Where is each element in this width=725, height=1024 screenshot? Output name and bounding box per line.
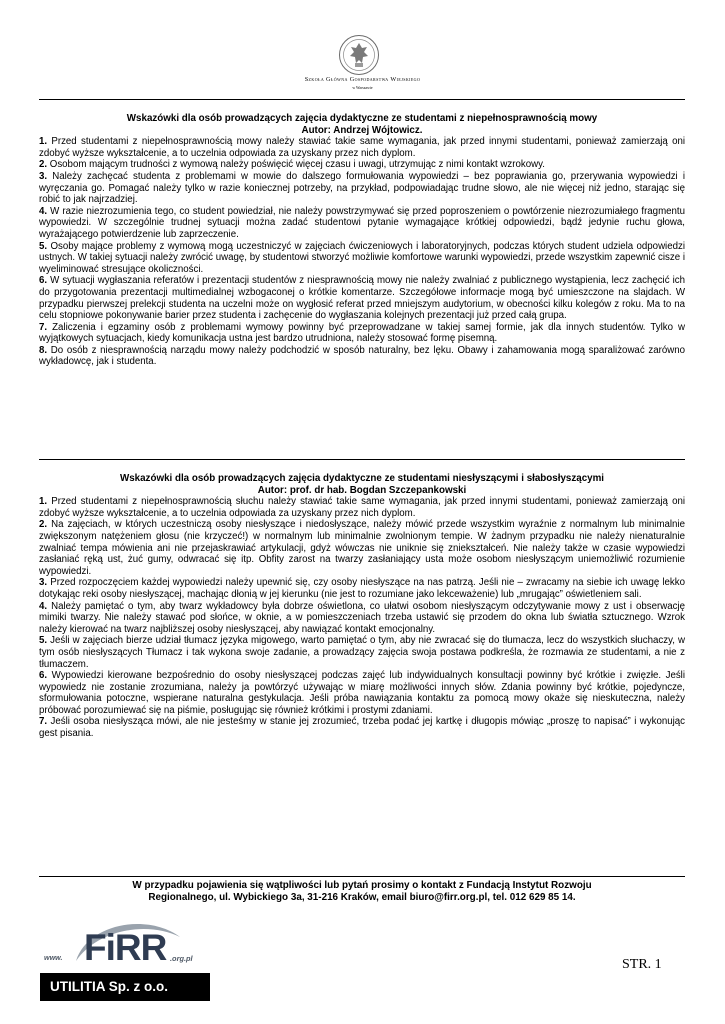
firr-wordmark: FiRR xyxy=(84,927,167,968)
item-number: 3. xyxy=(39,170,48,182)
section-author: Autor: Andrzej Wójtowicz. xyxy=(301,124,423,136)
list-item xyxy=(39,519,685,577)
list-item xyxy=(39,206,685,241)
item-text: Przed studentami z niepełnosprawnością mowy należy stawiać takie same wymagania, jak przed innymi studentami, ponieważ zamierzają oni zdobyć wyższe wykształcenie, a to uczelnia odpowiada za uzyskany przez nich dyplom. xyxy=(39,136,685,159)
item-number: 2. xyxy=(39,159,48,171)
page-number: STR. 1 xyxy=(622,957,662,972)
item-number: 3. xyxy=(39,577,48,589)
section-author: Autor: prof. dr hab. Bogdan Szczepankowski xyxy=(257,484,467,496)
header-divider xyxy=(39,99,685,100)
university-city: w Warszawie xyxy=(352,86,373,90)
list-item xyxy=(39,159,685,171)
item-text: Jeśli w zajęciach bierze udział tłumacz języka migowego, warto pamiętać o tym, aby nie zwracać się do tłumacza, lecz do wszystkich słuchaczy, w tym osób niesłyszących Tłumacz i tak wykona swoje zadanie, a prowadzący zajęcia swoja postawa podkreśla, że rozmawia ze studentami, a nie z tłumaczem. xyxy=(39,635,685,670)
sponsor-logos xyxy=(38,915,238,1005)
item-number: 6. xyxy=(39,275,48,287)
item-text: Zaliczenia i egzaminy osób z problemami wymowy powinny być przeprowadzane w takiej samej formie, jak dla innych studentów. Tylko w wyjątkowych sytuacjach, kiedy komunikacja ustna jest bardzo utrudniona, należy stosować formę pisemną. xyxy=(39,321,685,345)
list-item xyxy=(39,601,685,636)
footer-divider xyxy=(39,876,685,877)
list-item xyxy=(39,241,685,276)
guideline-list xyxy=(39,496,685,739)
item-number: 1. xyxy=(39,496,48,508)
list-item xyxy=(39,136,685,159)
guideline-list xyxy=(39,136,685,368)
item-text: Osobom mającym trudności z wymową należy poświęcić więcej czasu i uwagi, utrzymując z nimi kontakt wzrokowy. xyxy=(47,159,545,171)
item-number: 2. xyxy=(39,519,48,531)
list-item xyxy=(39,670,685,716)
hearing-disability-section xyxy=(39,473,685,740)
item-number: 4. xyxy=(39,205,48,217)
section-title: Wskazówki dla osób prowadzących zajęcia dydaktyczne ze studentami z niepełnosprawnością mowy xyxy=(126,113,598,124)
list-item xyxy=(39,171,685,206)
list-item xyxy=(39,345,685,368)
page-header xyxy=(0,0,725,100)
list-item xyxy=(39,635,685,670)
item-text: W razie niezrozumienia tego, co student powiedział, nie należy powstrzymywać się przed poproszeniem o powtórzenie niezrozumiałego fragmentu wypowiedzi. W szczególnie trudnej sytuacji można zadać studentowi pytanie wymagające krótkiej odpowiedzi, bądź jedynie ruchu głowa, wyrażającego potwierdzenie lub zaprzeczenie. xyxy=(39,205,685,240)
item-number: 1. xyxy=(39,136,48,148)
firr-domain: .org.pl xyxy=(170,954,193,963)
utilitia-logo: UTILITIA Sp. z o.o. xyxy=(40,973,210,1001)
item-text: W sytuacji wygłaszania referatów i prezentacji studentów z niesprawnością mowy nie należy zwalniać z publicznego wystąpienia, lecz zachęcić ich do przygotowania prezentacji multimedialnej wzbogaconej o krótkie komentarze. Szczegółowe informacje mogą być umieszczone na slajdach. W przypadku pierwszej prelekcji studenta na uczelni może on wygłosić referat przed mniejszym audytorium, w obecności kilku kolegów z roku. Ma to na celu stopniowe pokonywanie barier przez studenta i zachęcenie do wygłaszania kolejnych prezentacji już przed całą grupa. xyxy=(39,275,685,322)
list-item xyxy=(39,322,685,345)
list-item xyxy=(39,275,685,321)
contact-info xyxy=(39,880,685,904)
list-item xyxy=(39,577,685,600)
item-number: 4. xyxy=(39,600,48,612)
contact-line: Regionalnego, ul. Wybickiego 3a, 31-216 Kraków, email biuro@firr.org.pl, tel. 012 629 85 14. xyxy=(148,892,576,903)
item-text: Osoby mające problemy z wymową mogą uczestniczyć w zajęciach ćwiczeniowych i laboratoryjnych, podczas których student udziela odpowiedzi ustnych. W takiej sytuacji należy zwrócić uwagę, by studentowi stworzyć możliwie komfortowe warunki wypowiedzi, przede wszystkim zapewnić cisze i wyeliminować stresujące okoliczności. xyxy=(39,240,685,275)
item-text: Jeśli osoba niesłysząca mówi, ale nie jesteśmy w stanie jej zrozumieć, trzeba podać jej kartkę i długopis mówiąc „proszę to napisać” i wykonując gest pisania. xyxy=(39,716,685,740)
university-crest-icon xyxy=(338,34,380,76)
contact-line: W przypadku pojawienia się wątpliwości lub pytań prosimy o kontakt z Fundacją Instytut Rozwoju xyxy=(132,880,592,891)
item-text: Przed rozpoczęciem każdej wypowiedzi należy upewnić się, czy osoby niesłyszące na nas patrzą. Jeśli nie – zwracamy na siebie ich uwagę lekko dotykając reki osoby niesłyszącej, machając dłonią w jej kierunku (nie jest to rozumiane jako lekceważenie) lub „mrugając” oświetleniem sali. xyxy=(39,577,685,600)
firr-logo xyxy=(38,915,213,975)
item-text: Należy pamiętać o tym, aby twarz wykładowcy była dobrze oświetlona, co ułatwi osobom niesłyszącym odczytywanie mowy z ust i obserwację mimiki twarzy. Nie należy stawać pod słońce, w oknie, a w pomieszczeniach trzeba ustawić się przodem do okna lub światła sztucznego. Wzrok należy kierować na twarz najbliższej osoby niesłyszącej, aby nawiązać kontakt emocjonalny. xyxy=(39,600,685,635)
university-name: Szkoła Główna Gospodarstwa Wiejskiego xyxy=(304,76,421,83)
section-divider xyxy=(39,459,685,460)
item-number: 7. xyxy=(39,321,48,333)
list-item xyxy=(39,716,685,739)
item-text: Do osób z niesprawnością narządu mowy należy podchodzić w sposób naturalny, bez lęku. Obawy i zahamowania mogą sparaliżować zarówno wykładowcę, jak i studenta. xyxy=(39,344,685,368)
item-text: Na zajęciach, w których uczestniczą osoby niesłyszące i niedosłyszące, należy mówić przede wszystkim wyraźnie z normalnym lub minimalnie zwiększonym natężeniem głosu (nie krzyczeć!) w normalnym lub minimalnie zwolnionym tempie. W żadnym przypadku nie należy nienaturalnie zwalniać tempa mówienia ani nie przejaskrawiać artykulacji, gdyż wówczas nie uniknie się zniekształceń. Nie należy także w czasie wypowiedzi zasłaniać ręką ust, żuć gumy, odwracać się itp. Obfity zarost na twarzy zasłaniający usta może osobom niesłyszącym uniemożliwić rozumienie wypowiedzi. xyxy=(39,519,685,577)
item-text: Wypowiedzi kierowane bezpośrednio do osoby niesłyszącej podczas zajęć lub indywidualnych konsultacji powinny być krótkie i zwięzłe. Jeśli wypowiedz nie zostanie zrozumiana, należy ja powtórzyć używając w miarę możliwości innych słów. Zdania powinny być krótkie, pojedyncze, sformułowania potoczne, wspierane naturalna gestykulacja. Jeśli próba nawiązania kontaktu za pomocą mowy okaże się nieskuteczna, należy próbować porozumiewać się na piśmie, posługując się również krótkimi i prostymi zdaniami. xyxy=(39,670,685,716)
item-number: 6. xyxy=(39,670,48,682)
item-text: Należy zachęcać studenta z problemami w mowie do dalszego formułowania wypowiedzi – bez poprawiania go, przerywania wypowiedzi i wyręczania go. Pomagać należy tylko w razie koniecznej potrzeby, na przykład, podpowiadając trudne słowo, ale nie więcej niż jedno, starając się robić to jak najrzadziej. xyxy=(39,170,685,206)
item-number: 5. xyxy=(39,635,48,647)
item-number: 5. xyxy=(39,240,48,252)
section-title: Wskazówki dla osób prowadzących zajęcia dydaktyczne ze studentami niesłyszącymi i słabosłyszącymi xyxy=(119,473,605,484)
firr-www: www. xyxy=(44,953,63,962)
item-number: 7. xyxy=(39,716,48,728)
item-text: Przed studentami z niepełnosprawnością słuchu należy stawiać takie same wymagania, jak przed innymi studentami, ponieważ zamierzają oni zdobyć wyższe wykształcenie, a to uczelnia odpowiada za uzyskany przez nich dyplom. xyxy=(39,496,685,519)
speech-disability-section xyxy=(39,113,685,368)
list-item xyxy=(39,496,685,519)
item-number: 8. xyxy=(39,344,48,356)
